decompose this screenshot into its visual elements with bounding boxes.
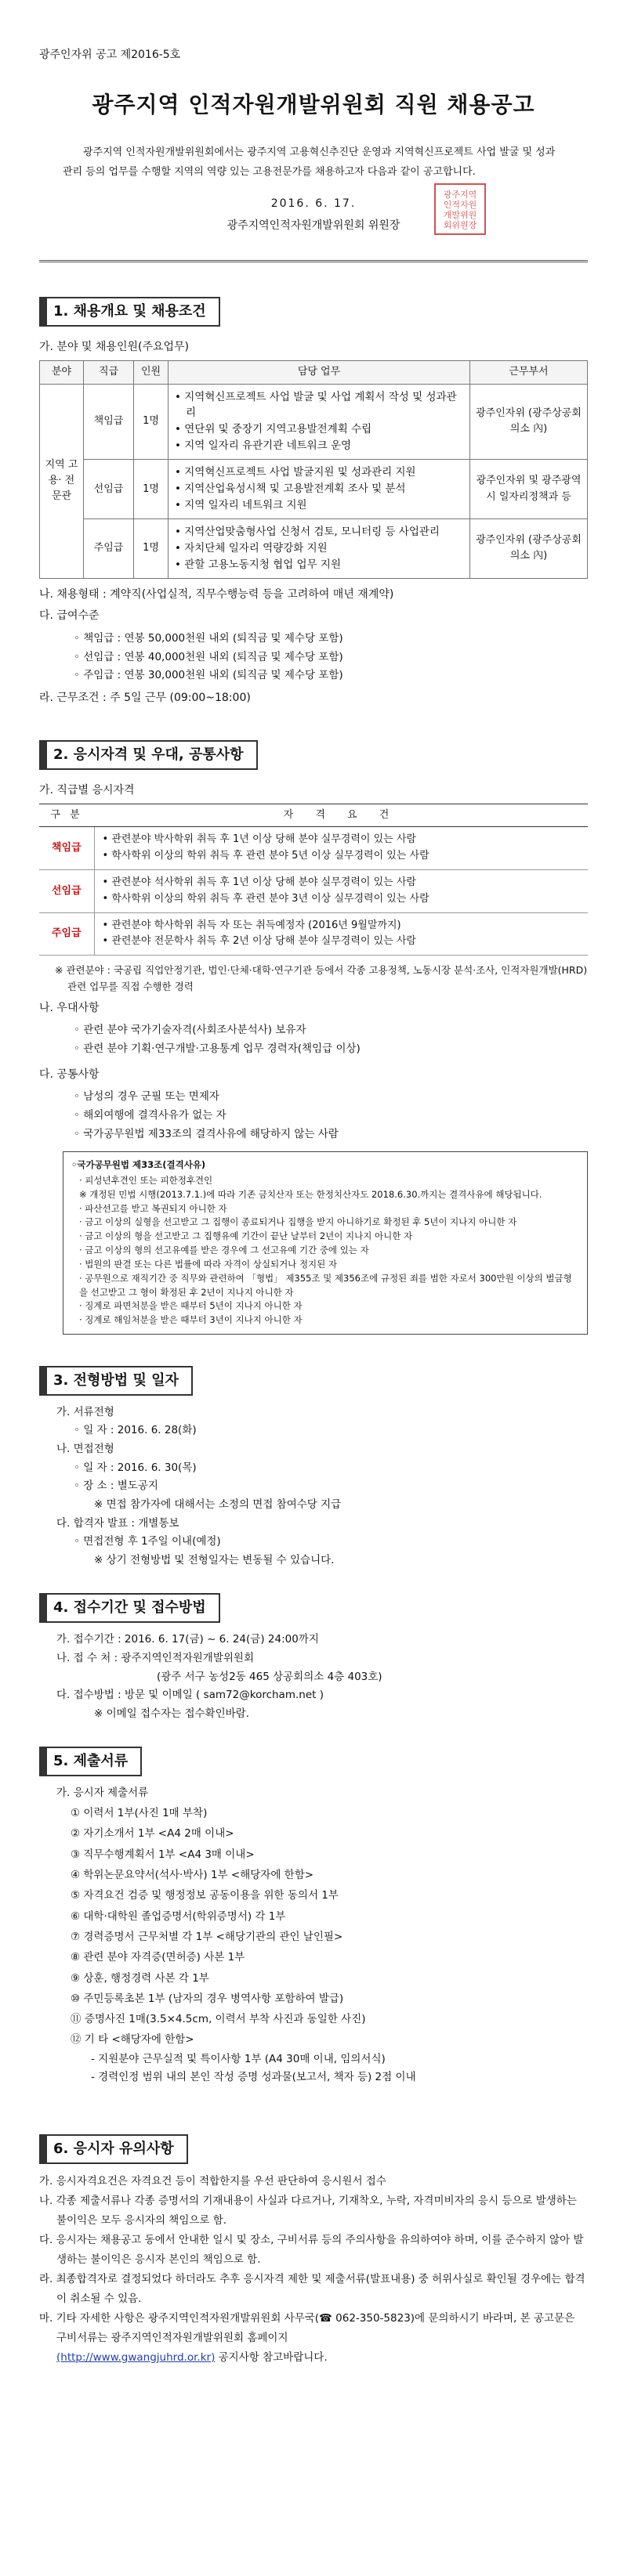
req-item: • 관련분야 전문학사 취득 후 2년 이상 당해 분야 실무경력이 있는 사람 — [101, 934, 582, 950]
official-seal: 광주지역 인적자원 개발위원 회위원장 — [434, 183, 486, 235]
col-header: 인원 — [134, 361, 169, 384]
duty-item: • 지역 일자리 네트워크 지원 — [175, 497, 463, 514]
doc-item: ⑫ 기 타 <해당자에 한함> — [71, 2033, 194, 2047]
s3-b: 나. 면접전형 — [56, 1443, 114, 1456]
s3-b3: ※ 면접 참가자에 대해서는 소정의 면접 참여수당 지급 — [94, 1498, 342, 1511]
field-cell: 지역 고용· 전문관 — [40, 384, 84, 578]
qualification-table — [39, 804, 588, 956]
table-row — [39, 870, 588, 913]
s3-a: 가. 서류전형 — [56, 1405, 114, 1418]
s1-sub-a: 가. 분야 및 채용인원(주요업무) — [39, 340, 190, 353]
s3-b1: ◦ 일 자 : 2016. 6. 30(목) — [74, 1461, 197, 1474]
grade-cell: 주임급 — [84, 519, 134, 579]
etc-line: - 지원분야 근무실적 및 특이사항 1부 (A4 30매 이내, 임의서식) — [91, 2052, 386, 2065]
section-4-title: 4. 접수기간 및 접수방법 — [39, 1593, 220, 1623]
req-item: • 관련분야 석사학위 취득 후 1년 이상 당해 분야 실무경력이 있는 사람 — [101, 875, 582, 891]
grade-cell: 책임급 — [84, 384, 134, 460]
caution-link-line: (http://www.gwangjuhrd.or.kr) 공지사항 참고바랍니다. — [56, 2350, 328, 2364]
box-title: ◦국가공무원법 제33조(결격사유) — [71, 1159, 206, 1171]
s1-sub-b: 나. 채용형태 : 계약직(사업실적, 직무수행능력 등을 고려하여 매년 재계약) — [39, 587, 394, 601]
req-item: • 학사학위 이상의 학위 취득 후 관련 분야 5년 이상 실무경력이 있는 사람 — [101, 848, 582, 865]
related-field-note: ※ 관련분야 : 국공립 직업안정기관, 법인·단체·대학·연구기관 등에서 각종 고용정책, 노동시장 분석·조사, 인적자원개발(HRD) 관련 업무를 직접 수행한 경력 — [55, 964, 588, 993]
table-row — [39, 912, 588, 956]
grade-cell: 선임급 — [84, 460, 134, 519]
col-header: 자 격 요 건 — [94, 804, 588, 827]
section-2-title: 2. 응시자격 및 우대, 공통사항 — [39, 740, 258, 770]
col-header: 구 분 — [39, 804, 94, 827]
grade-cell: 선임급 — [39, 870, 94, 913]
col-header: 직급 — [84, 361, 134, 384]
caution-item: 다. 응시자는 채용공고 동에서 안내한 일시 및 장소, 구비서류 등의 주의사항을 유의하여야 하며, 이를 준수하지 않아 발생하는 불이익은 응시자 본인의 책임으로 함. — [39, 2233, 584, 2266]
box-line: · 파산선고를 받고 복권되지 아니한 자 — [79, 1202, 227, 1214]
duty-item: • 지역산업육성시책 및 고용발전계획 조사 및 분석 — [175, 481, 463, 497]
salary-line: ◦ 책임급 : 연봉 50,000천원 내외 (퇴직금 및 제수당 포함) — [74, 632, 343, 645]
s3-c: 다. 합격자 발표 : 개별통보 — [56, 1516, 179, 1530]
req-item: • 관련분야 학사학위 취득 자 또는 취득예정자 (2016년 9월말까지) — [101, 918, 582, 934]
caution-item: 나. 각종 제출서류나 각종 증명서의 기재내용이 사실과 다르거나, 기재착오, 누락, 자격미비자의 응시 등으로 발생하는 불이익은 모두 응시자의 책임으로 함. — [39, 2194, 577, 2227]
s1-sub-c: 다. 급여수준 — [39, 609, 100, 623]
caution-item: 마. 기타 자세한 사항은 광주지역인적자원개발위원회 사무국(☎ 062-350-5823)에 문의하시기 바라며, 본 공고문은 구비서류는 광주지역인적자원개발위원회 홈페이지 — [39, 2311, 575, 2344]
s1-sub-d: 라. 근무조건 : 주 5일 근무 (09:00~18:00) — [39, 692, 251, 705]
salary-line: ◦ 주임급 : 연봉 30,000천원 내외 (퇴직금 및 제수당 포함) — [74, 669, 343, 682]
salary-line: ◦ 선임급 : 연봉 40,000천원 내외 (퇴직금 및 제수당 포함) — [74, 650, 343, 663]
notice-number: 광주인자위 공고 제2016-5호 — [39, 49, 181, 61]
duty-item: • 자치단체 일자리 역량강화 지원 — [175, 540, 463, 557]
positions-table — [39, 360, 588, 578]
doc-item: ⑪ 증명사진 1매(3.5×4.5cm, 이력서 부착 사진과 동일한 사진) — [71, 2013, 366, 2026]
grade-cell: 책임급 — [39, 827, 94, 870]
table-row — [40, 460, 588, 519]
caution-item: 가. 응시자격요건은 자격요건 등이 적합한지를 우선 판단하여 응시원서 접수 — [39, 2174, 386, 2188]
dept-cell: 광주인자위 (광주상공회의소 內) — [470, 384, 588, 460]
req-item: • 관련분야 박사학위 취득 후 1년 이상 당해 분야 실무경력이 있는 사람 — [101, 832, 582, 848]
box-line: · 금고 이상의 형을 선고받고 그 집행유예 기간이 끝난 날부터 2년이 지나지 아니한 자 — [79, 1230, 413, 1242]
divider — [39, 260, 588, 262]
s2-sub-b: 나. 우대사항 — [39, 1001, 100, 1014]
duty-item: • 연단위 및 중장기 지역고용발전계획 수립 — [175, 421, 463, 438]
s3-c1: ◦ 면접전형 후 1주일 이내(예정) — [74, 1535, 221, 1548]
section-1-title: 1. 채용개요 및 채용조건 — [39, 297, 220, 327]
duty-item: • 관할 고용노동지청 협업 업무 지원 — [175, 557, 463, 573]
homepage-link[interactable]: (http://www.gwangjuhrd.or.kr) — [56, 2350, 216, 2364]
s4-c: 다. 접수방법 : 방문 및 이메일 ( sam72@korcham.net ) — [56, 1689, 324, 1702]
doc-item: ⑦ 경력증명서 근무처별 각 1부 <해당기관의 관인 날인필> — [71, 1930, 343, 1943]
notice-date: 2016. 6. 17. — [270, 197, 357, 211]
table-row — [40, 384, 588, 460]
duty-item: • 지역 일자리 유관기관 네트워크 운영 — [175, 438, 463, 454]
doc-item: ④ 학위논문요약서(석사·박사) 1부 <해당자에 한함> — [71, 1868, 314, 1881]
s2-sub-a: 가. 직급별 응시자격 — [39, 783, 135, 797]
s2-sub-c: 다. 공통사항 — [39, 1068, 100, 1081]
reqs-cell — [94, 912, 588, 956]
s4-b1: (광주 서구 농성2동 465 상공회의소 4층 403호) — [157, 1670, 382, 1683]
document-title: 광주지역 인적자원개발위원회 직원 채용공고 — [92, 91, 535, 117]
table-row — [40, 519, 588, 579]
s4-a: 가. 접수기간 : 2016. 6. 17(금) ~ 6. 24(금) 24:00까지 — [56, 1633, 319, 1646]
grade-cell: 주임급 — [39, 912, 94, 956]
table-row — [39, 827, 588, 870]
section-6-title: 6. 응시자 유의사항 — [39, 2134, 188, 2164]
s3-b2: ◦ 장 소 : 별도공지 — [74, 1479, 158, 1493]
common-line: ◦ 남성의 경우 군필 또는 면제자 — [74, 1090, 219, 1104]
count-cell: 1명 — [134, 460, 169, 519]
pref-line: ◦ 관련 분야 기획·연구개발·고용통계 업무 경력자(책임급 이상) — [74, 1042, 361, 1056]
box-line: ※ 개정된 민법 시행(2013.7.1.)에 따라 기존 금치산자 또는 한정치산자도 2018.6.30.까지는 결격사유에 해당됩니다. — [79, 1188, 542, 1200]
pref-line: ◦ 관련 분야 국가기술자격(사회조사분석사) 보유자 — [74, 1024, 306, 1037]
reqs-cell — [94, 827, 588, 870]
duty-item: • 지역산업맞춤형사업 신청서 검토, 모니터링 등 사업관리 — [175, 524, 463, 540]
duty-item: • 지역혁신프로젝트 사업 발굴 및 사업 계획서 작성 및 성과관리 — [175, 389, 463, 422]
col-header: 담당 업무 — [169, 361, 470, 384]
signer: 광주지역인적자원개발위원회 위원장 — [227, 219, 400, 233]
common-line: ◦ 국가공무원법 제33조의 결격사유에 해당하지 않는 사람 — [74, 1127, 339, 1140]
s4-b: 나. 접 수 처 : 광주지역인적자원개발위원회 — [56, 1651, 254, 1664]
count-cell: 1명 — [134, 519, 169, 579]
common-line: ◦ 해외여행에 결격사유가 없는 자 — [74, 1108, 227, 1122]
s3-c2: ※ 상기 전형방법 및 전형일자는 변동될 수 있습니다. — [94, 1553, 335, 1566]
box-line: · 징계로 해임처분을 받은 때부터 3년이 지나지 아니한 자 — [79, 1314, 303, 1326]
s3-a1: ◦ 일 자 : 2016. 6. 28(화) — [74, 1424, 197, 1437]
duty-item: • 지역혁신프로젝트 사업 발굴지원 및 성과관리 지원 — [175, 464, 463, 481]
count-cell: 1명 — [134, 384, 169, 460]
disqualification-box — [63, 1151, 588, 1335]
duties-cell — [169, 519, 470, 579]
caution-item: 라. 최종합격자로 결정되었다 하더라도 추후 응시자격 제한 및 제출서류(발표내용) 중 허위사실로 확인될 경우에는 합격이 취소될 수 있음. — [39, 2272, 585, 2305]
box-line: · 법원의 판결 또는 다른 법률에 따라 자격이 상실되거나 정지된 자 — [79, 1258, 338, 1270]
box-line: · 피성년후견인 또는 피한정후견인 — [79, 1175, 213, 1187]
intro-paragraph: 광주지역 인적자원개발위원회에서는 광주지역 고용혁신추진단 운영과 지역혁신프로젝트 사업 발굴 및 성과관리 등의 업무를 수행할 지역의 역량 있는 고용전문가를 채용하고자 다음과 같이 공고합니다. — [63, 146, 556, 178]
section-3-title: 3. 전형방법 및 일자 — [39, 1366, 193, 1396]
col-header: 근무부서 — [470, 361, 588, 384]
reqs-cell — [94, 870, 588, 913]
s4-c1: ※ 이메일 접수자는 접수확인바람. — [94, 1707, 250, 1720]
doc-item: ⑩ 주민등록초본 1부 (남자의 경우 병역사항 포함하여 발급) — [71, 1992, 344, 2005]
dept-cell: 광주인자위 (광주상공회의소 內) — [470, 519, 588, 579]
section-5-title: 5. 제출서류 — [39, 1747, 142, 1776]
doc-item: ③ 직무수행계획서 1부 <A4 3매 이내> — [71, 1848, 255, 1861]
box-line: · 징계로 파면처분을 받은 때부터 5년이 지나지 아니한 자 — [79, 1300, 303, 1312]
duties-cell — [169, 384, 470, 460]
box-line: · 금고 이상의 형의 선고유예를 받은 경우에 그 선고유예 기간 중에 있는 자 — [79, 1245, 369, 1256]
col-header: 분야 — [40, 361, 84, 384]
doc-item: ① 이력서 1부(사진 1매 부착) — [71, 1807, 208, 1819]
doc-item: ⑤ 자격요건 검증 및 행정정보 공동이용을 위한 동의서 1부 — [71, 1889, 339, 1902]
dept-cell: 광주인자위 및 광주광역시 일자리정책과 등 — [470, 460, 588, 519]
duties-cell — [169, 460, 470, 519]
s5-a: 가. 응시자 제출서류 — [56, 1787, 149, 1800]
req-item: • 학사학위 이상의 학위 취득 후 관련 분야 3년 이상 실무경력이 있는 사람 — [101, 891, 582, 908]
doc-item: ⑧ 관련 분야 자격증(면허증) 사본 1부 — [71, 1951, 245, 1964]
doc-item: ⑨ 상훈, 행정경력 사본 각 1부 — [71, 1971, 209, 1985]
doc-item: ② 자기소개서 1부 <A4 2매 이내> — [71, 1827, 234, 1841]
document-list — [39, 1803, 588, 2050]
box-line: · 금고 이상의 실형을 선고받고 그 집행이 종료되거나 집행을 받지 아니하기로 확정된 후 5년이 지나지 아니한 자 — [79, 1216, 517, 1228]
box-line: · 공무원으로 재직기간 중 직무와 관련하여 「형법」 제355조 및 제356조에 규정된 죄를 범한 자로서 300만원 이상의 벌금형을 선고받고 그 형이 확정된 후 2년이 지나지 아니한 자 — [79, 1272, 572, 1298]
caution-list — [39, 2172, 588, 2368]
etc-line: - 경력인정 범위 내의 본인 작성 증명 성과물(보고서, 책자 등) 2점 이내 — [91, 2071, 416, 2084]
doc-item: ⑥ 대학·대학원 졸업증명서(학위증명서) 각 1부 — [71, 1909, 286, 1923]
